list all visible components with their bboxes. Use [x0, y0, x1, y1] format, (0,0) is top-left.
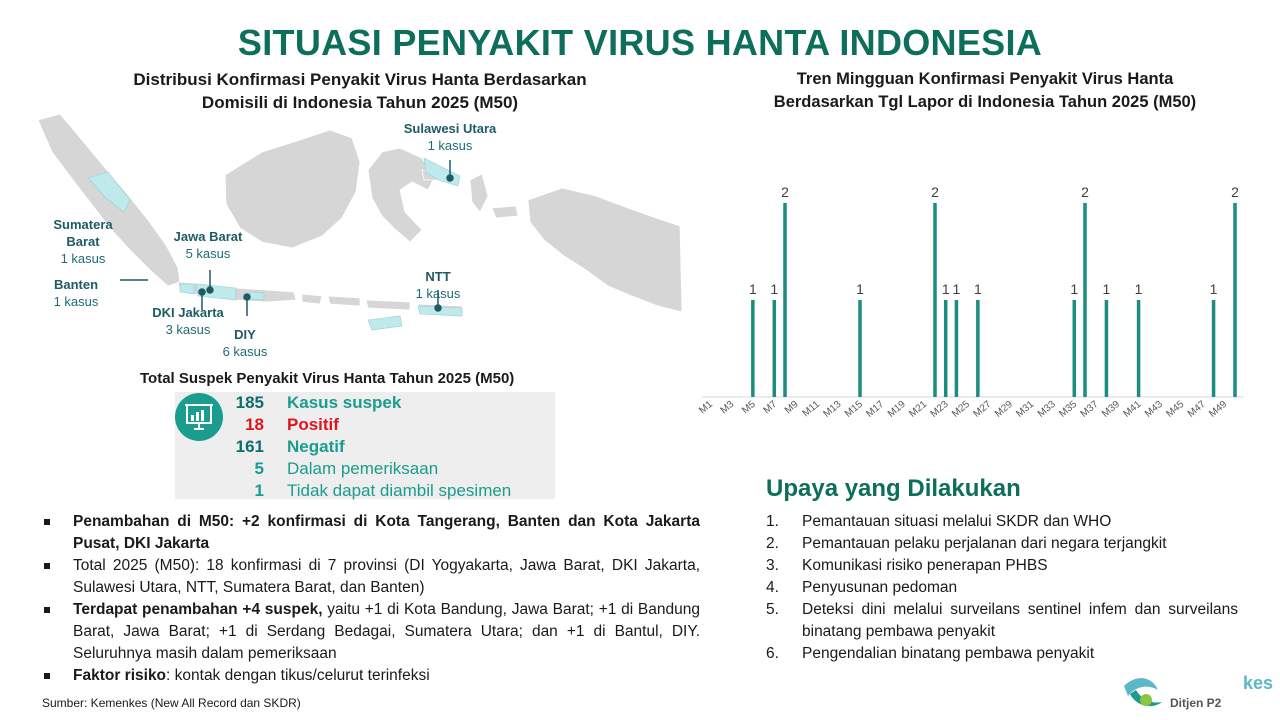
weekly-bar-chart — [690, 170, 1250, 440]
chart-tick-label: M49 — [1207, 398, 1230, 420]
chart-tick-label: M45 — [1164, 398, 1187, 420]
map-label-count: 6 kasus — [222, 344, 268, 359]
upaya-text: Pengendalian binatang pembawa penyakit — [802, 645, 1095, 662]
chart-data-label: 2 — [781, 184, 789, 200]
bullet-text: : kontak dengan tikus/celurut terinfeksi — [166, 667, 430, 684]
chart-tick-label: M1 — [697, 398, 715, 417]
upaya-item — [766, 599, 1238, 643]
chart-bar — [783, 203, 787, 397]
chart-tick-label: M17 — [864, 398, 887, 420]
chart-tick-label: M33 — [1035, 398, 1058, 420]
map-label-jawa-barat — [158, 228, 258, 262]
upaya-text: Pemantauan situasi melalui SKDR dan WHO — [802, 513, 1112, 530]
suspek-label: Tidak dapat diambil spesimen — [287, 481, 512, 500]
chart-bar — [1233, 203, 1237, 397]
map-label-banten — [36, 276, 116, 310]
upaya-number: 2. — [766, 535, 779, 552]
map-label-name: DIY — [234, 327, 256, 342]
chart-title-line1: Tren Mingguan Konfirmasi Penyakit Virus Hanta — [796, 70, 1174, 88]
chart-data-label: 1 — [770, 281, 779, 297]
suspek-label: Kasus suspek — [287, 393, 402, 412]
logo-suffix: kes — [1243, 673, 1274, 693]
map-label-count: 5 kasus — [185, 246, 231, 261]
chart-bar — [1073, 300, 1077, 397]
chart-tick-label: M25 — [950, 398, 973, 420]
chart-tick-label: M41 — [1121, 398, 1144, 420]
chart-tick-label: M13 — [821, 398, 844, 420]
chart-tick-label: M11 — [800, 398, 823, 420]
chart-bar — [944, 300, 948, 397]
chart-data-label: 1 — [856, 281, 864, 297]
chart-bar — [976, 300, 980, 397]
bullet-text: yaitu +1 di Kota Bandung, Jawa Barat; +1 di Bandung Barat, Jawa Barat; +1 di Serdang Bedagai, Sumatera Utara; dan +1 di Bantul, DIY. Seluruhnya masih dalam pemeriksaan — [73, 601, 700, 662]
chart-tick-label: M39 — [1100, 398, 1123, 420]
suspek-number: 1 — [254, 481, 264, 500]
upaya-item — [766, 533, 1238, 555]
indonesia-map — [30, 100, 690, 370]
chart-data-label: 2 — [1231, 184, 1239, 200]
chart-tick-label: M21 — [907, 398, 930, 420]
chart-bar — [933, 203, 937, 397]
upaya-text: Pemantauan pelaku perjalanan dari negara terjangkit — [802, 535, 1167, 552]
map-label-name: DKI Jakarta — [152, 305, 224, 320]
map-label-name: Jawa Barat — [173, 229, 243, 244]
chart-data-label: 1 — [952, 281, 961, 297]
chart-tick-label: M9 — [782, 398, 801, 417]
map-title-line2: Domisili di Indonesia Tahun 2025 (M50) — [201, 93, 519, 112]
chart-data-label: 1 — [748, 281, 757, 297]
suspek-label: Dalam pemeriksaan — [287, 459, 439, 478]
bullet-item: Total 2025 (M50): 18 konfirmasi di 7 provinsi (DI Yogyakarta, Jawa Barat, DKI Jakarta, Sulawesi Utara, NTT, Sumatera Barat, dan Banten) — [42, 555, 700, 599]
upaya-number: 5. — [766, 601, 779, 618]
chart-bar — [955, 300, 959, 397]
upaya-item — [766, 511, 1238, 533]
suspek-number: 161 — [235, 437, 264, 456]
suspek-title: Total Suspek Penyakit Virus Hanta Tahun 2025 (M50) — [140, 370, 515, 387]
map-label-ntt — [400, 268, 476, 302]
map-label-sumatera-barat — [36, 216, 130, 267]
upaya-item — [766, 555, 1238, 577]
chart-tick-label: M47 — [1185, 398, 1208, 420]
chart-tick-label: M5 — [740, 398, 758, 417]
bullet-bold: Faktor risiko — [73, 667, 167, 684]
upaya-number: 1. — [766, 513, 779, 530]
upaya-list — [766, 511, 1238, 665]
upaya-number: 3. — [766, 557, 779, 574]
map-label-count: 1 kasus — [53, 294, 99, 309]
map-label-diy — [210, 326, 280, 360]
map-label-sulawesi-utara — [380, 120, 520, 154]
chart-title — [710, 68, 1260, 114]
map-label-name: Banten — [53, 277, 99, 292]
chart-data-label: 2 — [1081, 184, 1089, 200]
chart-title-line2: Berdasarkan Tgl Lapor di Indonesia Tahun 2025 (M50) — [773, 93, 1197, 111]
chart-bar — [1212, 300, 1216, 397]
chart-tick-label: M27 — [971, 398, 994, 420]
map-label-name: NTT — [425, 269, 451, 284]
chart-tick-label: M29 — [992, 398, 1015, 420]
upaya-item — [766, 577, 1238, 599]
bullet-item — [42, 665, 700, 687]
chart-data-label: 1 — [1209, 281, 1218, 297]
suspek-number: 5 — [254, 459, 264, 478]
map-label-count: 1 kasus — [427, 138, 473, 153]
presentation-chart-icon — [175, 393, 223, 441]
upaya-title: Upaya yang Dilakukan — [766, 475, 1021, 502]
suspek-label: Negatif — [287, 437, 345, 456]
chart-bar — [773, 300, 777, 397]
chart-data-label: 1 — [973, 281, 982, 297]
chart-tick-label: M3 — [718, 398, 737, 417]
chart-bar — [1083, 203, 1087, 397]
chart-data-label: 2 — [931, 184, 939, 200]
bullet-bold: Terdapat penambahan +4 suspek, — [73, 601, 323, 618]
chart-data-label: 1 — [1134, 281, 1143, 297]
map-title-line1: Distribusi Konfirmasi Penyakit Virus Hanta Berdasarkan — [133, 70, 587, 89]
map-label-count: 3 kasus — [165, 322, 211, 337]
map-label-name: Sumatera Barat — [53, 217, 113, 249]
source-note: Sumber: Kemenkes (New All Record dan SKDR) — [42, 696, 301, 710]
chart-bar — [751, 300, 755, 397]
suspek-label: Positif — [287, 415, 339, 434]
chart-tick-label: M43 — [1142, 398, 1165, 420]
bullet-item — [42, 599, 700, 665]
chart-tick-label: M19 — [885, 398, 908, 420]
suspek-number: 185 — [235, 393, 264, 412]
chart-tick-label: M7 — [761, 398, 780, 417]
upaya-number: 6. — [766, 645, 779, 662]
chart-tick-label: M15 — [842, 398, 865, 420]
upaya-text: Deteksi dini melalui surveilans sentinel infem dan surveilans binatang pembawa penyakit — [802, 601, 1238, 640]
upaya-text: Penyusunan pedoman — [802, 579, 958, 596]
chart-tick-label: M31 — [1014, 398, 1037, 420]
map-label-name: Sulawesi Utara — [403, 121, 497, 136]
chart-bar — [1105, 300, 1109, 397]
bullet-item: Penambahan di M50: +2 konfirmasi di Kota Tangerang, Banten dan Kota Jakarta Pusat, DKI Jakarta — [42, 511, 700, 555]
chart-tick-label: M35 — [1057, 398, 1080, 420]
upaya-text: Komunikasi risiko penerapan PHBS — [802, 557, 1048, 574]
upaya-number: 4. — [766, 579, 779, 596]
suspek-number: 18 — [245, 415, 264, 434]
page-title: SITUASI PENYAKIT VIRUS HANTA INDONESIA — [237, 22, 1043, 63]
chart-tick-label: M23 — [928, 398, 951, 420]
map-label-count: 1 kasus — [60, 251, 106, 266]
chart-data-label: 1 — [1070, 281, 1079, 297]
chart-tick-label: M37 — [1078, 398, 1101, 420]
chart-data-label: 1 — [941, 281, 950, 297]
summary-bullets — [42, 511, 700, 687]
logo-text: Ditjen P2 — [1170, 696, 1222, 710]
chart-data-label: 1 — [1102, 281, 1111, 297]
chart-bar — [1137, 300, 1141, 397]
map-label-count: 1 kasus — [415, 286, 461, 301]
chart-bar — [858, 300, 862, 397]
